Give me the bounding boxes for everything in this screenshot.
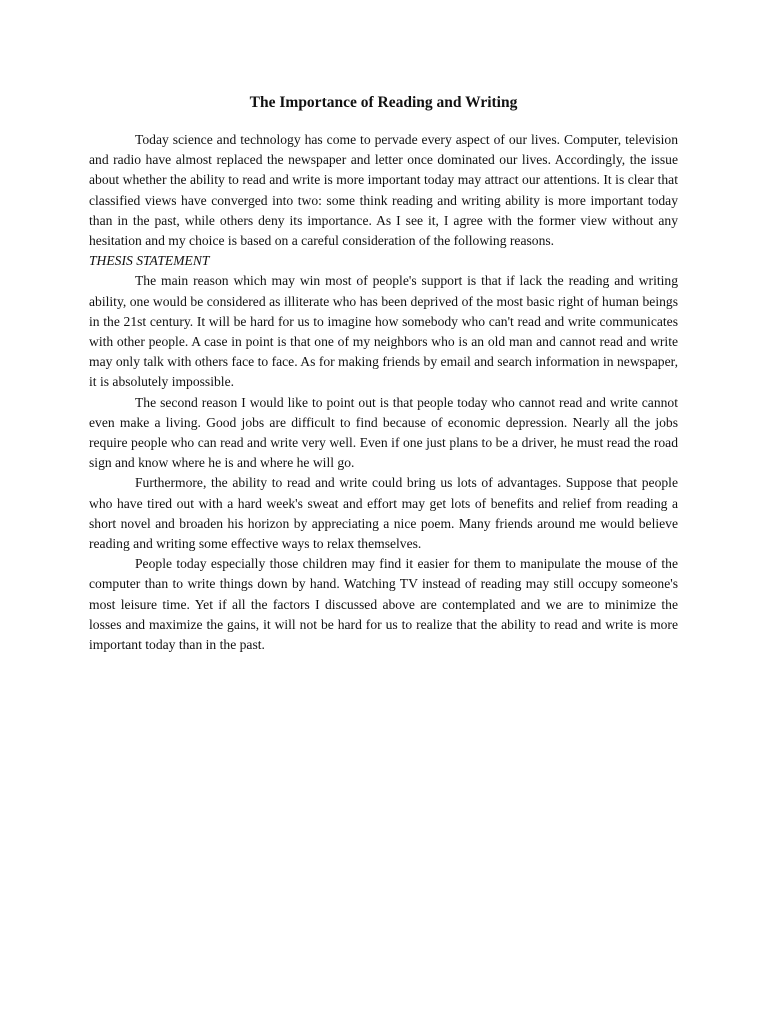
paragraph-advantages: Furthermore, the ability to read and write could bring us lots of advantages. Suppose that people who have tired out with a hard week's sweat and effort may get lots of benefits and relief from reading a short novel and broaden his horizon by appreciating a nice poem. Many friends around me would believe reading and writing some effective ways to relax themselves. [89,475,678,552]
document-title: The Importance of Reading and Writing [249,94,518,111]
document-page [89,92,678,655]
paragraph-main-reason: The main reason which may win most of people's support is that if lack the reading and writing ability, one would be considered as illiterate who has been deprived of the most basic right of human beings in the 21st century. It will be hard for us to imagine how somebody who can't read and write communicates with other people. A case in point is that one of my neighbors who is an old man and cannot read and write may only talk with others face to face. As for making friends by email and search information in newspaper, it is absolutely impossible. [89,273,678,390]
paragraph-second-reason: The second reason I would like to point out is that people today who cannot read and write cannot even make a living. Good jobs are difficult to find because of economic depression. Nearly all the jobs require people who can read and write very well. Even if one just plans to be a driver, he must read the road sign and know where he is and where he will go. [89,394,678,471]
paragraph-introduction: Today science and technology has come to pervade every aspect of our lives. Computer, television and radio have almost replaced the newspaper and letter once dominated our lives. Accordingly, the issue about whether the ability to read and write is more important today may attract our attentions. It is clear that classified views have converged into two: some think reading and writing ability is more important today than in the past, while others deny its importance. As I see it, I agree with the former view without any hesitation and my choice is based on a careful consideration of the following reasons. [89,132,678,249]
thesis-statement-label: THESIS STATEMENT [89,253,210,269]
paragraph-conclusion: People today especially those children may find it easier for them to manipulate the mouse of the computer than to write things down by hand. Watching TV instead of reading may still occupy someone's most leisure time. Yet if all the factors I discussed above are contemplated and we are to minimize the losses and maximize the gains, it will not be hard for us to realize that the ability to read and write is more important today than in the past. [89,556,678,653]
